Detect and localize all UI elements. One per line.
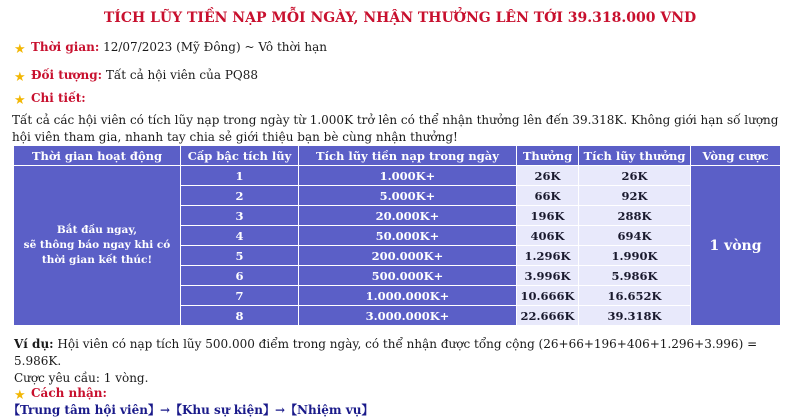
rounds-cell: 1 vòng (691, 166, 781, 326)
deposit-cell: 50.000K+ (299, 226, 517, 246)
deposit-cell: 1.000K+ (299, 166, 517, 186)
header-rounds: Vòng cược (691, 146, 781, 166)
bonus-cell: 22.666K (517, 306, 579, 326)
example-label: Ví dụ: (14, 337, 54, 351)
bonus-cell: 10.666K (517, 286, 579, 306)
rewards-table (13, 145, 781, 326)
example-text: Hội viên có nạp tích lũy 500.000 điểm trong ngày, có thể nhận được tổng cộng (26+66+196+406+1.296+3.996) = 5.986K. (14, 337, 758, 368)
deposit-cell: 500.000K+ (299, 266, 517, 286)
cumulative-cell: 16.652K (579, 286, 691, 306)
star-icon: ★ (14, 388, 26, 403)
claim-path: 【Trung tâm hội viên】→【Khu sự kiện】→【Nhiệm vụ】 (8, 403, 374, 417)
activity-note-line: Bắt đầu ngay, (56, 224, 138, 236)
cumulative-cell: 1.990K (579, 246, 691, 266)
level-cell: 4 (181, 226, 299, 246)
example-block (14, 336, 800, 387)
star-icon: ★ (14, 93, 26, 108)
page-title: TÍCH LŨY TIỀN NẠP MỖI NGÀY, NHẬN THƯỞNG LÊN TỚI 39.318.000 VND (103, 10, 697, 26)
time-label: Thời gian: (31, 40, 100, 54)
table-row (14, 166, 781, 186)
header-deposit: Tích lũy tiền nạp trong ngày (299, 146, 517, 166)
cumulative-cell: 39.318K (579, 306, 691, 326)
header-activity-time: Thời gian hoạt động (14, 146, 181, 166)
level-cell: 6 (181, 266, 299, 286)
details-label: Chi tiết: (31, 91, 86, 105)
time-row (14, 40, 327, 56)
example-line (14, 336, 800, 370)
cumulative-cell: 92K (579, 186, 691, 206)
bonus-cell: 66K (517, 186, 579, 206)
cumulative-cell: 5.986K (579, 266, 691, 286)
activity-note-line: thời gian kết thúc! (41, 254, 153, 266)
level-cell: 7 (181, 286, 299, 306)
star-icon: ★ (14, 42, 26, 57)
deposit-cell: 20.000K+ (299, 206, 517, 226)
cumulative-cell: 694K (579, 226, 691, 246)
bonus-cell: 406K (517, 226, 579, 246)
description: Tất cả các hội viên có tích lũy nạp trong ngày từ 1.000K trở lên có thể nhận thưởng lên đến 39.318K. Không giới hạn số lượng hội viên tham gia, nhanh tay chia sẻ giới thiệu bạn bè cùng nhận thưởng! (12, 113, 779, 144)
level-cell: 3 (181, 206, 299, 226)
wager-requirement: Cược yêu cầu: 1 vòng. (14, 371, 149, 385)
header-cumulative: Tích lũy thưởng (579, 146, 691, 166)
level-cell: 2 (181, 186, 299, 206)
star-icon: ★ (14, 70, 26, 85)
deposit-cell: 5.000K+ (299, 186, 517, 206)
details-row (14, 91, 86, 107)
how-to-claim-row (14, 386, 107, 402)
target-row (14, 68, 258, 84)
header-level: Cấp bậc tích lũy (181, 146, 299, 166)
bonus-cell: 3.996K (517, 266, 579, 286)
level-cell: 8 (181, 306, 299, 326)
activity-note-line: sẽ thông báo ngay khi có (23, 239, 171, 251)
level-cell: 5 (181, 246, 299, 266)
time-value: 12/07/2023 (Mỹ Đông) ~ Vô thời hạn (103, 40, 327, 54)
activity-note (14, 166, 181, 326)
bonus-cell: 1.296K (517, 246, 579, 266)
target-label: Đối tượng: (31, 68, 103, 82)
deposit-cell: 200.000K+ (299, 246, 517, 266)
how-label: Cách nhận: (31, 386, 107, 400)
bonus-cell: 196K (517, 206, 579, 226)
header-bonus: Thưởng (517, 146, 579, 166)
target-value: Tất cả hội viên của PQ88 (105, 68, 259, 82)
bonus-cell: 26K (517, 166, 579, 186)
level-cell: 1 (181, 166, 299, 186)
cumulative-cell: 26K (579, 166, 691, 186)
deposit-cell: 1.000.000K+ (299, 286, 517, 306)
table-header-row (14, 146, 781, 166)
cumulative-cell: 288K (579, 206, 691, 226)
deposit-cell: 3.000.000K+ (299, 306, 517, 326)
